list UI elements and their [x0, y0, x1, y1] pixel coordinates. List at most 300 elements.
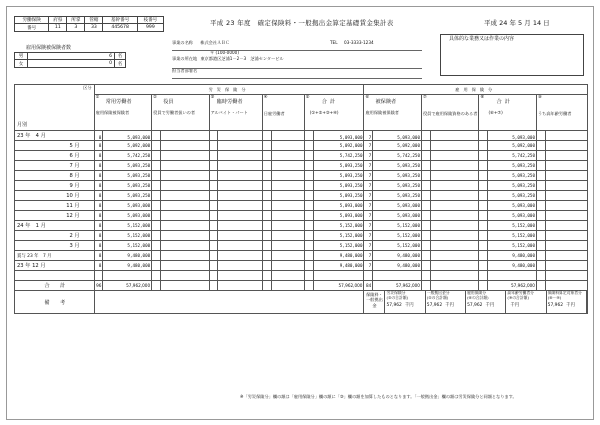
wages-3[interactable]: [218, 161, 262, 171]
address-label: 事業の所在地: [172, 56, 198, 61]
persons-3[interactable]: [209, 191, 218, 201]
date-day[interactable]: 14: [532, 19, 542, 27]
remarks-box[interactable]: [440, 34, 584, 76]
persons-7[interactable]: [421, 231, 430, 241]
wages-3[interactable]: [218, 181, 262, 191]
wages-7[interactable]: [430, 241, 479, 251]
col-note: うち高年齢労働者: [537, 110, 572, 116]
persons-7[interactable]: [421, 171, 430, 181]
wages-5[interactable]: 5,152,000: [313, 241, 364, 251]
wages-2[interactable]: [160, 241, 209, 251]
wages-1[interactable]: 5,093,250: [103, 171, 152, 181]
wages-2[interactable]: [160, 181, 209, 191]
persons-7[interactable]: [421, 141, 430, 151]
persons-4[interactable]: [262, 191, 271, 201]
wages-4[interactable]: [271, 171, 304, 181]
persons-7[interactable]: [421, 161, 430, 171]
wages-5[interactable]: 9,480,000: [313, 251, 364, 261]
persons-8[interactable]: [479, 171, 488, 181]
wages-8[interactable]: 5,093,250: [488, 181, 537, 191]
persons-9[interactable]: [536, 221, 545, 231]
wages-6[interactable]: 5,152,000: [373, 231, 422, 241]
persons-5[interactable]: [304, 181, 313, 191]
wages-7[interactable]: [430, 211, 479, 221]
wages-7[interactable]: [430, 141, 479, 151]
col-header-3: [209, 95, 262, 131]
wages-1[interactable]: 5,742,250: [103, 151, 152, 161]
persons-8[interactable]: [479, 131, 488, 141]
wages-4[interactable]: [271, 191, 304, 201]
persons-6[interactable]: 7: [364, 131, 373, 141]
persons-7[interactable]: [421, 261, 430, 271]
persons-2[interactable]: [152, 141, 161, 151]
persons-6[interactable]: 7: [364, 191, 373, 201]
persons-9[interactable]: [536, 141, 545, 151]
persons-9[interactable]: [536, 261, 545, 271]
persons-5[interactable]: [304, 161, 313, 171]
persons-3[interactable]: [209, 161, 218, 171]
persons-4[interactable]: [262, 211, 271, 221]
persons-1[interactable]: 8: [94, 221, 103, 231]
persons-7[interactable]: [421, 221, 430, 231]
wages-7[interactable]: [430, 161, 479, 171]
premium-item-value[interactable]: 57,962: [386, 303, 402, 309]
wages-6[interactable]: 9,480,000: [373, 261, 422, 271]
wages-8[interactable]: 5,093,250: [488, 171, 537, 181]
persons-4[interactable]: [262, 251, 271, 261]
wages-6[interactable]: 5,092,000: [373, 141, 422, 151]
wages-5[interactable]: 5,152,000: [313, 221, 364, 231]
wages-7[interactable]: [430, 251, 479, 261]
persons-2[interactable]: [152, 221, 161, 231]
wages-2[interactable]: [160, 151, 209, 161]
persons-7[interactable]: [421, 271, 430, 281]
total-n1[interactable]: 96: [94, 281, 103, 291]
wages-2[interactable]: [160, 191, 209, 201]
wages-5[interactable]: 5,093,250: [313, 191, 364, 201]
wages-5[interactable]: 5,093,000: [313, 131, 364, 141]
wages-9[interactable]: [545, 261, 587, 271]
persons-1[interactable]: 8: [94, 171, 103, 181]
premium-item-value[interactable]: 57,962: [426, 303, 443, 309]
persons-7[interactable]: [421, 181, 430, 191]
persons-3[interactable]: [209, 261, 218, 271]
persons-5[interactable]: [304, 241, 313, 251]
persons-3[interactable]: [209, 241, 218, 251]
persons-3[interactable]: [209, 151, 218, 161]
persons-2[interactable]: [152, 241, 161, 251]
wages-9[interactable]: [545, 251, 587, 261]
persons-5[interactable]: [304, 191, 313, 201]
wages-9[interactable]: [545, 171, 587, 181]
persons-1[interactable]: 8: [94, 141, 103, 151]
branch-number[interactable]: 999: [137, 24, 163, 31]
month-cell: 23 年 12 月: [15, 261, 95, 271]
wages-7[interactable]: [430, 201, 479, 211]
jurisdiction-code[interactable]: 3: [67, 24, 85, 31]
persons-9[interactable]: [536, 211, 545, 221]
persons-6[interactable]: 7: [364, 151, 373, 161]
wages-1[interactable]: 5,093,000: [103, 131, 152, 141]
persons-9[interactable]: [536, 131, 545, 141]
office-code[interactable]: 33: [85, 24, 103, 31]
wages-1[interactable]: 5,093,250: [103, 161, 152, 171]
wages-6[interactable]: 5,152,000: [373, 221, 422, 231]
wages-3[interactable]: [218, 261, 262, 271]
wages-1[interactable]: 5,152,000: [103, 241, 152, 251]
wages-2[interactable]: [160, 141, 209, 151]
persons-3[interactable]: [209, 201, 218, 211]
wages-2[interactable]: [160, 201, 209, 211]
persons-9[interactable]: [536, 171, 545, 181]
persons-3[interactable]: [209, 251, 218, 261]
wages-1[interactable]: 9,480,000: [103, 261, 152, 271]
premium-item-value[interactable]: 57,962: [467, 303, 483, 309]
persons-6[interactable]: [364, 271, 373, 281]
persons-1[interactable]: 8: [94, 261, 103, 271]
wages-8[interactable]: 5,152,000: [488, 231, 537, 241]
wages-6[interactable]: 5,093,000: [373, 131, 422, 141]
wages-7[interactable]: [430, 131, 479, 141]
employee-count[interactable]: 0: [28, 60, 115, 67]
wages-7[interactable]: [430, 261, 479, 271]
wages-7[interactable]: [430, 231, 479, 241]
wages-9[interactable]: [545, 191, 587, 201]
wages-2[interactable]: [160, 271, 209, 281]
persons-2[interactable]: [152, 251, 161, 261]
date-year[interactable]: 24: [499, 19, 508, 27]
base-number[interactable]: 445678: [103, 24, 137, 31]
wages-6[interactable]: 5,093,250: [373, 171, 422, 181]
persons-1[interactable]: 8: [94, 181, 103, 191]
persons-5[interactable]: [304, 211, 313, 221]
wages-1[interactable]: 5,092,000: [103, 141, 152, 151]
persons-1[interactable]: 8: [94, 151, 103, 161]
wages-9[interactable]: [545, 201, 587, 211]
persons-6[interactable]: 7: [364, 261, 373, 271]
wages-7[interactable]: [430, 271, 479, 281]
persons-9[interactable]: [536, 251, 545, 261]
wages-9[interactable]: [545, 271, 587, 281]
wages-4[interactable]: [271, 221, 304, 231]
wages-7[interactable]: [430, 191, 479, 201]
persons-6[interactable]: 7: [364, 211, 373, 221]
persons-7[interactable]: [421, 151, 430, 161]
wages-8[interactable]: 5,092,000: [488, 141, 537, 151]
persons-9[interactable]: [536, 151, 545, 161]
persons-1[interactable]: 8: [94, 131, 103, 141]
wages-6[interactable]: 5,093,250: [373, 191, 422, 201]
wages-5[interactable]: 9,480,000: [313, 261, 364, 271]
persons-2[interactable]: [152, 211, 161, 221]
wages-8[interactable]: 5,152,000: [488, 241, 537, 251]
wages-8[interactable]: [488, 271, 537, 281]
wages-2[interactable]: [160, 261, 209, 271]
persons-8[interactable]: [479, 241, 488, 251]
business-address[interactable]: 東京都港区芝浦1－2－3 芝浦センタービル: [200, 56, 284, 61]
wages-2[interactable]: [160, 171, 209, 181]
wages-9[interactable]: [545, 241, 587, 251]
persons-8[interactable]: [479, 261, 488, 271]
wages-9[interactable]: [545, 181, 587, 191]
persons-2[interactable]: [152, 261, 161, 271]
persons-3[interactable]: [209, 171, 218, 181]
wages-9[interactable]: [545, 221, 587, 231]
persons-5[interactable]: [304, 261, 313, 271]
wages-9[interactable]: [545, 131, 587, 141]
persons-3[interactable]: [209, 271, 218, 281]
persons-8[interactable]: [479, 141, 488, 151]
persons-4[interactable]: [262, 161, 271, 171]
wages-4[interactable]: [271, 201, 304, 211]
wages-8[interactable]: 5,742,250: [488, 151, 537, 161]
persons-3[interactable]: [209, 231, 218, 241]
persons-4[interactable]: [262, 141, 271, 151]
persons-5[interactable]: [304, 151, 313, 161]
wages-8[interactable]: 5,093,000: [488, 131, 537, 141]
wages-3[interactable]: [218, 201, 262, 211]
wages-5[interactable]: [313, 271, 364, 281]
persons-2[interactable]: [152, 201, 161, 211]
wages-2[interactable]: [160, 251, 209, 261]
persons-7[interactable]: [421, 211, 430, 221]
wages-6[interactable]: 9,480,000: [373, 251, 422, 261]
date-month[interactable]: 5: [518, 19, 523, 27]
persons-9[interactable]: [536, 181, 545, 191]
wages-1[interactable]: 5,093,000: [103, 211, 152, 221]
persons-4[interactable]: [262, 221, 271, 231]
wages-4[interactable]: [271, 151, 304, 161]
persons-8[interactable]: [479, 211, 488, 221]
persons-4[interactable]: [262, 231, 271, 241]
wages-5[interactable]: 5,093,250: [313, 171, 364, 181]
wages-5[interactable]: 5,093,250: [313, 181, 364, 191]
persons-2[interactable]: [152, 161, 161, 171]
wages-2[interactable]: [160, 231, 209, 241]
persons-6[interactable]: 7: [364, 251, 373, 261]
wages-1[interactable]: 5,093,250: [103, 181, 152, 191]
persons-2[interactable]: [152, 271, 161, 281]
wages-2[interactable]: [160, 221, 209, 231]
wages-3[interactable]: [218, 221, 262, 231]
persons-1[interactable]: 8: [94, 241, 103, 251]
persons-6[interactable]: 7: [364, 171, 373, 181]
total-v1[interactable]: 57,962,000: [103, 281, 152, 291]
wages-6[interactable]: 5,093,000: [373, 211, 422, 221]
wages-9[interactable]: [545, 141, 587, 151]
wages-6[interactable]: 5,093,000: [373, 201, 422, 211]
wages-4[interactable]: [271, 251, 304, 261]
wages-4[interactable]: [271, 211, 304, 221]
wages-1[interactable]: 5,093,250: [103, 191, 152, 201]
persons-4[interactable]: [262, 201, 271, 211]
persons-2[interactable]: [152, 131, 161, 141]
persons-4[interactable]: [262, 171, 271, 181]
wages-9[interactable]: [545, 231, 587, 241]
wages-5[interactable]: 5,093,000: [313, 201, 364, 211]
wages-6[interactable]: [373, 271, 422, 281]
wages-7[interactable]: [430, 151, 479, 161]
persons-3[interactable]: [209, 141, 218, 151]
wages-5[interactable]: 5,093,000: [313, 211, 364, 221]
wages-3[interactable]: [218, 211, 262, 221]
persons-1[interactable]: 8: [94, 251, 103, 261]
wages-1[interactable]: 9,480,000: [103, 251, 152, 261]
persons-2[interactable]: [152, 181, 161, 191]
postal-code[interactable]: (100-0000): [215, 50, 239, 55]
persons-6[interactable]: 7: [364, 201, 373, 211]
wages-6[interactable]: 5,152,000: [373, 241, 422, 251]
persons-5[interactable]: [304, 231, 313, 241]
persons-3[interactable]: [209, 221, 218, 231]
persons-5[interactable]: [304, 131, 313, 141]
persons-1[interactable]: 8: [94, 201, 103, 211]
persons-9[interactable]: [536, 241, 545, 251]
wages-1[interactable]: 5,152,000: [103, 221, 152, 231]
wages-3[interactable]: [218, 241, 262, 251]
persons-5[interactable]: [304, 141, 313, 151]
persons-9[interactable]: [536, 201, 545, 211]
wages-8[interactable]: 5,152,000: [488, 221, 537, 231]
wages-3[interactable]: [218, 271, 262, 281]
total-n6[interactable]: 84: [364, 281, 373, 291]
persons-8[interactable]: [479, 271, 488, 281]
wages-3[interactable]: [218, 141, 262, 151]
wages-1[interactable]: 5,093,000: [103, 201, 152, 211]
wages-3[interactable]: [218, 231, 262, 241]
wages-1[interactable]: [103, 271, 152, 281]
persons-8[interactable]: [479, 221, 488, 231]
persons-8[interactable]: [479, 201, 488, 211]
persons-7[interactable]: [421, 251, 430, 261]
wages-3[interactable]: [218, 151, 262, 161]
wages-4[interactable]: [271, 261, 304, 271]
wages-2[interactable]: [160, 131, 209, 141]
business-name[interactable]: 株式会社ＡＢＣ: [200, 40, 230, 45]
wages-4[interactable]: [271, 181, 304, 191]
employee-count[interactable]: 6: [28, 53, 115, 60]
persons-1[interactable]: 8: [94, 211, 103, 221]
wages-6[interactable]: 5,093,250: [373, 161, 422, 171]
persons-8[interactable]: [479, 251, 488, 261]
persons-1[interactable]: 8: [94, 161, 103, 171]
persons-2[interactable]: [152, 191, 161, 201]
persons-6[interactable]: 7: [364, 241, 373, 251]
total-v6[interactable]: 57,962,000: [373, 281, 422, 291]
persons-3[interactable]: [209, 181, 218, 191]
wages-6[interactable]: 5,093,250: [373, 181, 422, 191]
wages-9[interactable]: [545, 151, 587, 161]
persons-3[interactable]: [209, 131, 218, 141]
wages-4[interactable]: [271, 271, 304, 281]
persons-2[interactable]: [152, 231, 161, 241]
wages-1[interactable]: 5,152,000: [103, 231, 152, 241]
tel-number[interactable]: 03-3333-1234: [344, 40, 374, 45]
wages-2[interactable]: [160, 211, 209, 221]
persons-2[interactable]: [152, 171, 161, 181]
persons-5[interactable]: [304, 221, 313, 231]
persons-5[interactable]: [304, 171, 313, 181]
prefecture-code[interactable]: 11: [49, 24, 67, 31]
persons-4[interactable]: [262, 241, 271, 251]
persons-9[interactable]: [536, 271, 545, 281]
persons-1[interactable]: 8: [94, 231, 103, 241]
wages-3[interactable]: [218, 131, 262, 141]
notes-field[interactable]: [94, 291, 364, 314]
wages-5[interactable]: 5,742,250: [313, 151, 364, 161]
wages-6[interactable]: 5,742,250: [373, 151, 422, 161]
persons-5[interactable]: [304, 271, 313, 281]
persons-6[interactable]: 7: [364, 181, 373, 191]
wages-3[interactable]: [218, 191, 262, 201]
persons-6[interactable]: 7: [364, 141, 373, 151]
wages-8[interactable]: 9,480,000: [488, 251, 537, 261]
persons-8[interactable]: [479, 191, 488, 201]
wages-4[interactable]: [271, 241, 304, 251]
wages-4[interactable]: [271, 131, 304, 141]
persons-6[interactable]: 7: [364, 231, 373, 241]
persons-4[interactable]: [262, 261, 271, 271]
wages-2[interactable]: [160, 161, 209, 171]
wages-9[interactable]: [545, 211, 587, 221]
persons-8[interactable]: [479, 231, 488, 241]
persons-2[interactable]: [152, 151, 161, 161]
wages-4[interactable]: [271, 141, 304, 151]
persons-1[interactable]: [94, 271, 103, 281]
wages-7[interactable]: [430, 221, 479, 231]
wages-7[interactable]: [430, 171, 479, 181]
persons-5[interactable]: [304, 251, 313, 261]
wages-3[interactable]: [218, 171, 262, 181]
total-v8[interactable]: 57,962,000: [488, 281, 537, 291]
wages-8[interactable]: 5,093,000: [488, 211, 537, 221]
persons-7[interactable]: [421, 241, 430, 251]
persons-3[interactable]: [209, 211, 218, 221]
persons-7[interactable]: [421, 201, 430, 211]
wages-4[interactable]: [271, 161, 304, 171]
persons-6[interactable]: 7: [364, 221, 373, 231]
persons-9[interactable]: [536, 191, 545, 201]
persons-9[interactable]: [536, 161, 545, 171]
persons-8[interactable]: [479, 181, 488, 191]
persons-4[interactable]: [262, 181, 271, 191]
wages-8[interactable]: 5,093,250: [488, 161, 537, 171]
persons-5[interactable]: [304, 201, 313, 211]
wages-4[interactable]: [271, 231, 304, 241]
persons-4[interactable]: [262, 151, 271, 161]
persons-4[interactable]: [262, 271, 271, 281]
wages-3[interactable]: [218, 251, 262, 261]
persons-9[interactable]: [536, 231, 545, 241]
premium-item-value[interactable]: 57,962: [547, 303, 564, 309]
persons-8[interactable]: [479, 151, 488, 161]
persons-1[interactable]: 8: [94, 191, 103, 201]
persons-8[interactable]: [479, 161, 488, 171]
persons-4[interactable]: [262, 131, 271, 141]
wages-5[interactable]: 5,093,250: [313, 161, 364, 171]
wages-8[interactable]: 9,480,000: [488, 261, 537, 271]
wages-5[interactable]: 5,152,000: [313, 231, 364, 241]
wages-9[interactable]: [545, 161, 587, 171]
total-v5[interactable]: 57,962,000: [313, 281, 364, 291]
persons-6[interactable]: 7: [364, 161, 373, 171]
wages-8[interactable]: 5,093,250: [488, 191, 537, 201]
wages-8[interactable]: 5,093,000: [488, 201, 537, 211]
wages-5[interactable]: 5,092,000: [313, 141, 364, 151]
persons-7[interactable]: [421, 131, 430, 141]
wages-7[interactable]: [430, 181, 479, 191]
persons-7[interactable]: [421, 191, 430, 201]
